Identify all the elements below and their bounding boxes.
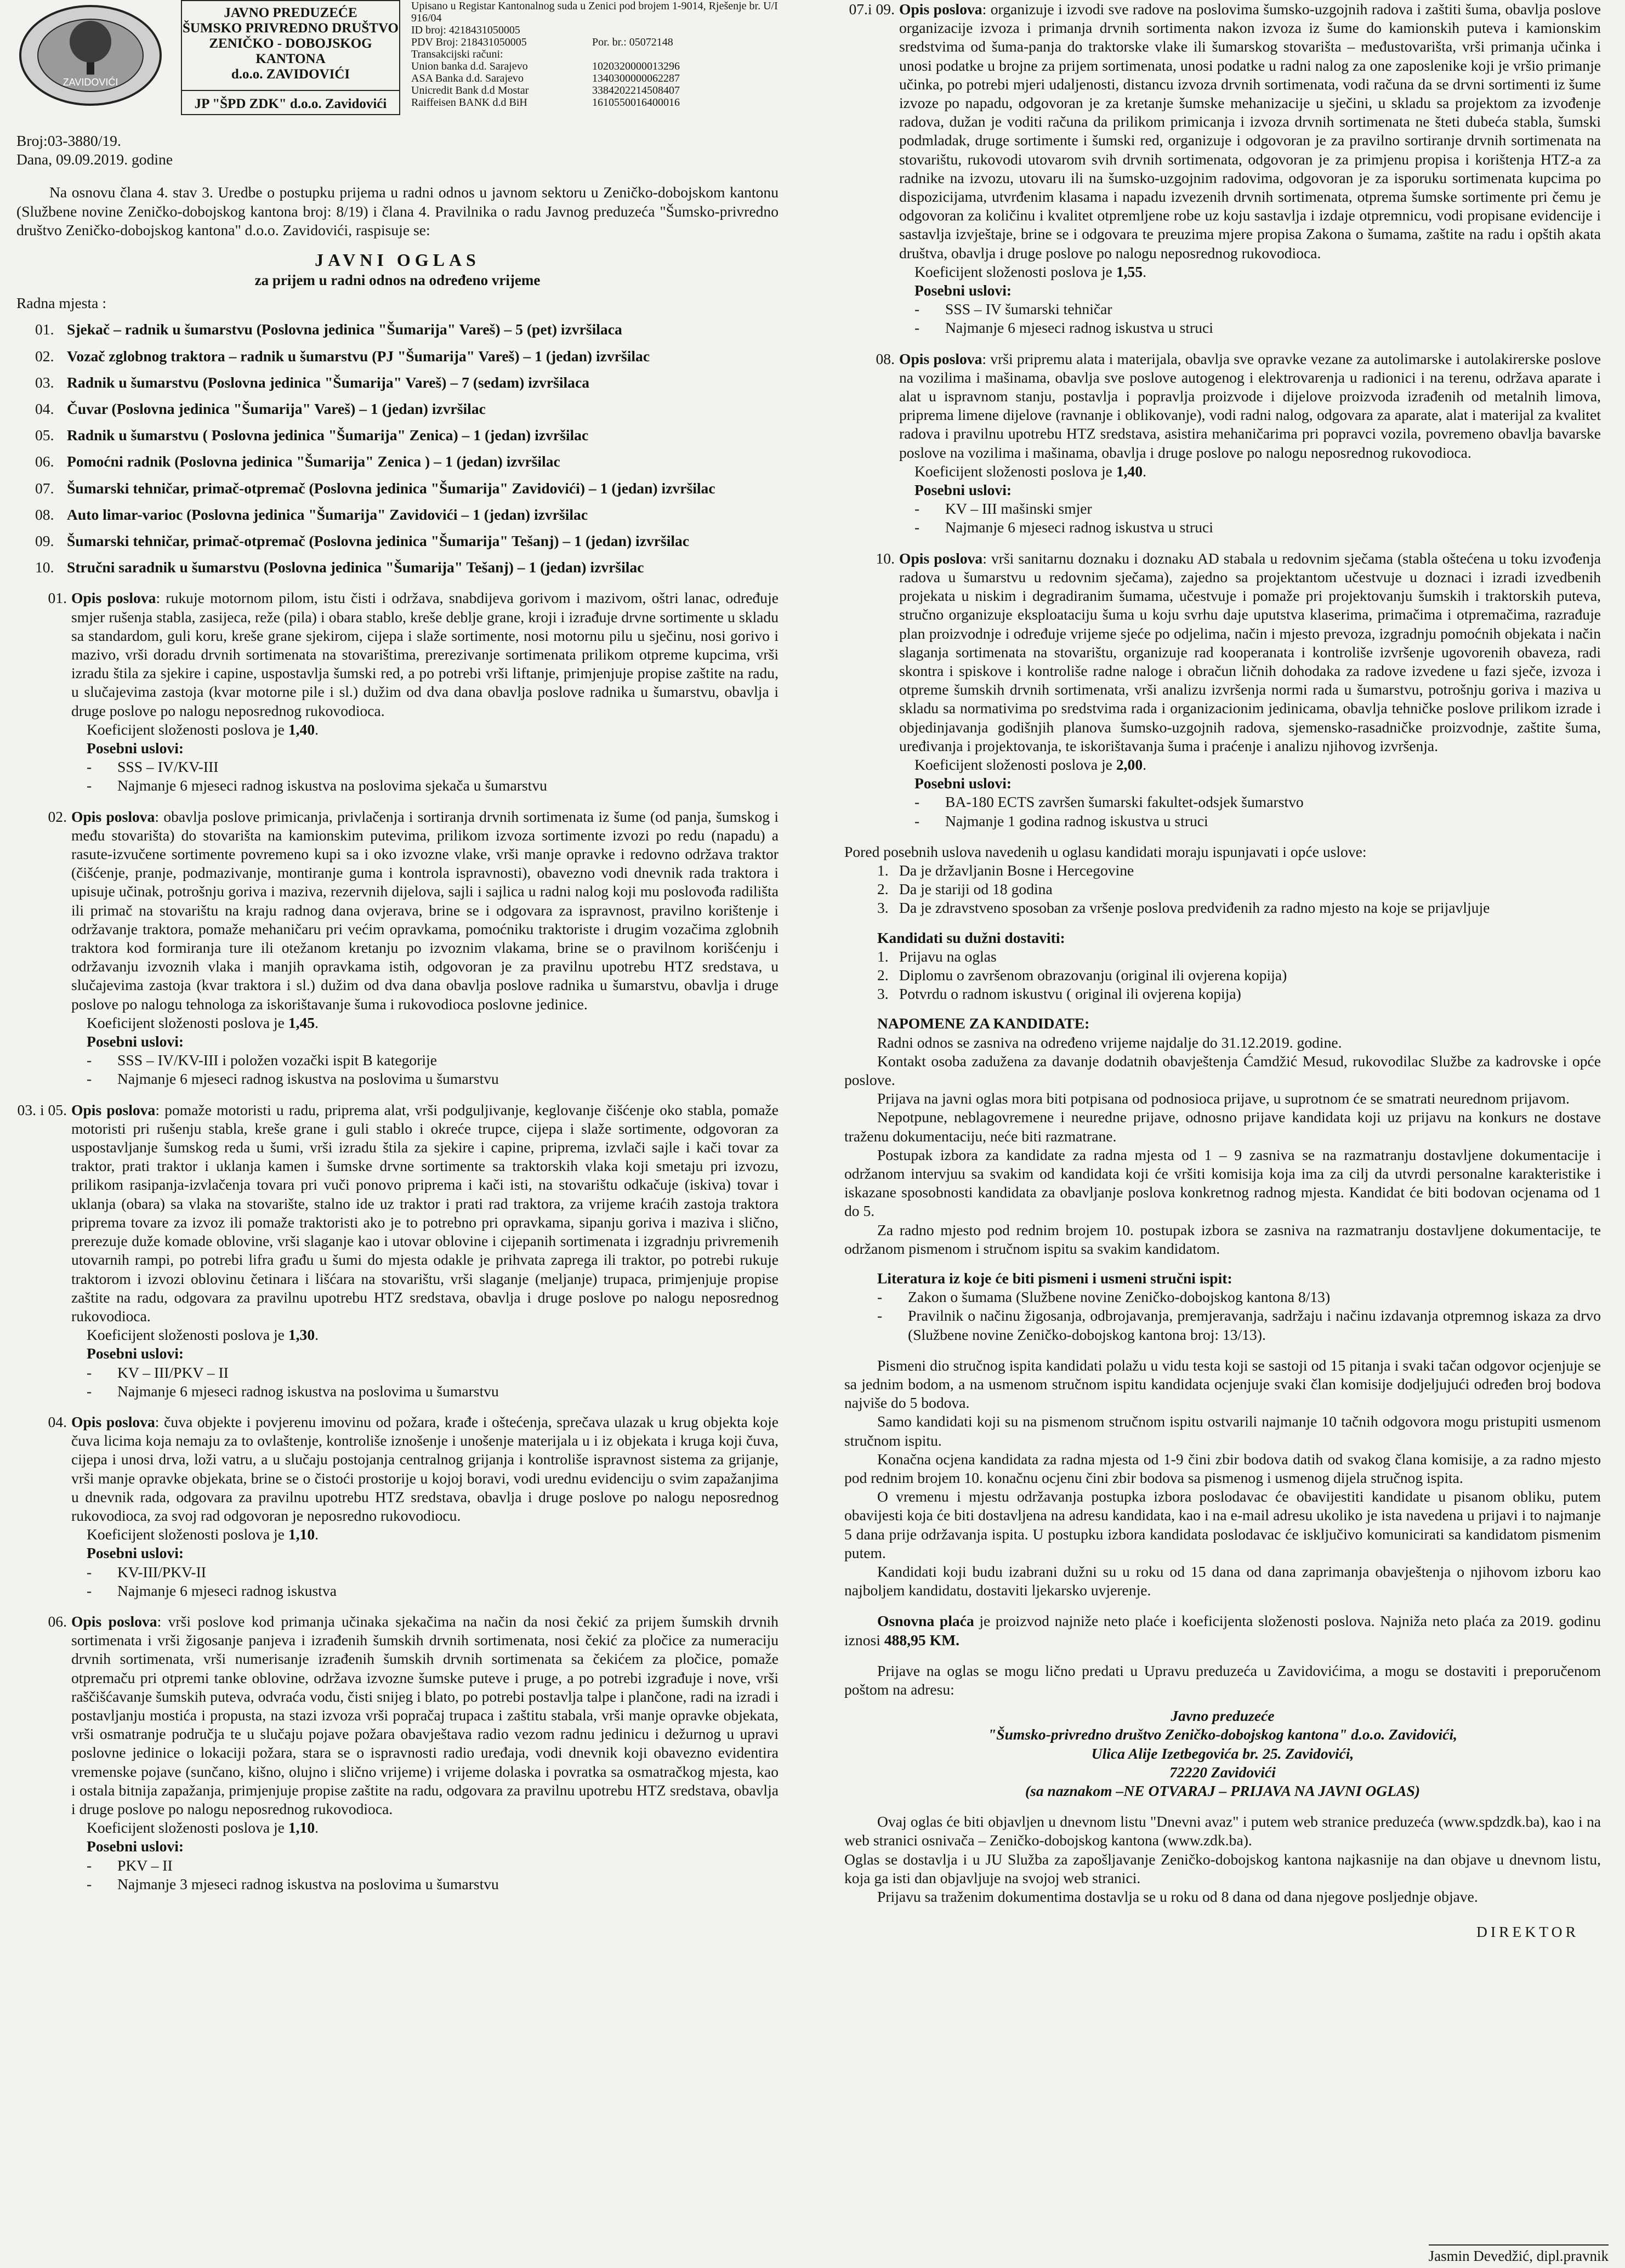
coefficient-label: Koeficijent složenosti poslova je: [87, 1326, 285, 1344]
coefficient-value: 1,40: [1116, 462, 1143, 480]
list-item: [877, 966, 1601, 985]
company-name-box: [181, 0, 400, 115]
job-body: [71, 808, 779, 1089]
bullet-dash: -: [914, 500, 920, 518]
coefficient-label: Koeficijent složenosti poslova je: [87, 1014, 285, 1031]
condition-text: Najmanje 6 mjeseci radnog iskustva na poslovima u šumarstvu: [117, 1070, 499, 1088]
coefficient-label: Koeficijent složenosti poslova je: [914, 755, 1112, 773]
condition-item: [899, 319, 1601, 337]
condition-text: PKV – II: [117, 1856, 173, 1874]
note-paragraph: Za radno mjesto pod rednim brojem 10. postupak izbora se zasniva na razmatranju dostavljene dokumentacije, te održanom pismenom i stručnom ispitu sa svakim kandidatom.: [844, 1221, 1601, 1257]
position-item: [16, 320, 779, 339]
company-line-4: d.o.o. ZAVIDOVIĆI: [231, 67, 350, 82]
coefficient-value: 1,10: [288, 1526, 315, 1543]
list-item: [877, 861, 1601, 880]
literature-text: Zakon o šumama (Službene novine Zeničko-dobojskog kantona 8/13): [908, 1288, 1331, 1306]
note-paragraph: Radni odnos se zasniva na određeno vrijeme najdalje do 31.12.2019. godine.: [877, 1033, 1342, 1051]
complexity-coefficient: Koeficijent složenosti poslova je 1,45.: [87, 1014, 319, 1031]
publish-paragraph: Ovaj oglas će biti objavljen u dnevnom listu "Dnevni avaz" i putem web stranice preduzeća (www.spdzdk.ba), kao i na web stranici osnivača – Zeničko-dobojskog kantona (www.zdk.ba).: [844, 1813, 1601, 1849]
position-number: 03.: [35, 373, 54, 391]
bank-account: 3384202214508407: [592, 84, 680, 96]
bank-name: Unicredit Bank d.d Mostar: [411, 84, 529, 96]
bullet-dash: -: [914, 812, 920, 829]
position-item: [16, 558, 779, 577]
list-text: Diplomu o završenom obrazovanju (original ili ovjerena kopija): [899, 966, 1287, 984]
position-title: Stručni saradnik u šumarstvu (Poslovna jedinica "Šumarija" Tešanj) – 1 (jedan) izvršilac: [67, 559, 644, 576]
position-item: [16, 426, 779, 445]
position-number: 08.: [35, 505, 54, 523]
condition-text: Najmanje 6 mjeseci radnog iskustva u struci: [945, 519, 1213, 536]
salary-amount: 488,95 KM.: [884, 1631, 960, 1649]
company-short-name: JP "ŠPD ZDK" d.o.o. Zavidovići: [182, 90, 399, 112]
condition-item: [71, 1363, 779, 1382]
condition-text: KV-III/PKV-II: [117, 1563, 206, 1581]
job-duties: Opis poslova: rukuje motornom pilom, istu čisti i održava, snabdijeva gorivom i mazivom, oštri lanac, određuje smjer rušenja stabla, zasijeca, reže (pila) i obara stablo, kreše deblje grane, kroji i izrađuje drvne sortimente u skladu sa standardom, guli koru, kreše grane sjekirom, cijepa i slaže sortimente, nosi motornu pilu u sječinu, nosi gorivo i mazivo, vrši doradu drvnih sortimenata na stovarištima, prerezivanje sortimenata prilikom otpreme kupcima, vrši izradu štila za sjekire i capine, uspostavlja šumski red, a po potrebi vrši liftanje, primjenjuje propise zaštite na radu, u slučajevima zastoja (kvar motorne pile i sl.) dužim od dva dana obavlja poslove radnika u šumarstvu, obavlja i druge poslove po nalogu neposrednog rukovodioca.: [71, 589, 779, 719]
position-item: [16, 400, 779, 418]
position-number: 01.: [35, 321, 54, 338]
job-number: 10.: [876, 549, 895, 567]
bullet-dash: -: [914, 793, 920, 811]
signature-title: DIREKTOR: [1476, 1923, 1579, 1941]
notes-title: NAPOMENE ZA KANDIDATE:: [877, 1015, 1090, 1032]
job-number: 08.: [876, 350, 895, 367]
job-body: [71, 1101, 779, 1401]
condition-item: [71, 758, 779, 776]
note-paragraph: Postupak izbora za kandidate za radna mjesta od 1 – 9 zasniva se na razmatranju dostavljene dokumentacije i održanom intervjuu sa svakim od kandidata koji će vršiti komisija koja ima za cilj da utvrdi personalne karakteristike i iskazane sposobnosti kandidata za obavljanje poslova konkretnog radnog mjesta. Kandidat će biti bodovan ocjenama od 1 do 5.: [844, 1146, 1601, 1220]
accounts-label: Transakcijski računi:: [411, 48, 503, 60]
por-row: [592, 36, 779, 48]
job-body: [71, 1612, 779, 1894]
bank-name: ASA Banka d.d. Sarajevo: [411, 72, 524, 84]
submission-paragraph: Prijave na oglas se mogu lično predati u Upravu preduzeća u Zavidovićima, a mogu se dostaviti i preporučenom poštom na adresu:: [844, 1662, 1601, 1698]
coefficient-label: Koeficijent složenosti poslova je: [87, 1819, 285, 1837]
special-conditions-title: Posebni uslovi:: [914, 775, 1012, 792]
complexity-coefficient: Koeficijent složenosti poslova je 1,40.: [87, 720, 319, 738]
list-item: [877, 880, 1601, 899]
accounts-grid: [411, 60, 779, 109]
position-title: Šumarski tehničar, primač-otpremač (Poslovna jedinica "Šumarija" Zavidovići) – 1 (jedan) izvršilac: [67, 479, 715, 497]
bank-name: Raiffeisen BANK d.d BiH: [411, 96, 527, 109]
coefficient-value: 1,55: [1116, 263, 1143, 280]
bullet-dash: -: [87, 1070, 92, 1088]
positions-list: [16, 320, 779, 577]
condition-text: Najmanje 3 mjeseci radnog iskustva na poslovima u šumarstvu: [117, 1875, 499, 1892]
special-conditions-title: Posebni uslovi:: [87, 740, 184, 757]
documents-list: [844, 947, 1601, 1004]
duties-text: vrši sanitarnu doznaku i doznaku AD stabala u redovnim sječama (stabla oštećena u toku izvođenja radova u šumarstvu u redovnim sječama), zajedno sa projektantom učestvuje u doznaci i izradi izvedbenih projekata u niskim i degradiranim šumama, učestvuje i pomaže pri projektovanju šumskih i traktorskih puteva, stručno organizuje eksploataciju šuma u koju svrhu daje uputstva klaserima, primačima i otpremačima, razrađuje plan proizvodnje i određuje vrijeme sjeće po odjelima, način i mjesto prevoza, izgradnju pomoćnih objekata i način slaganja sortimenata na stovarištu, organizuje rad kooperanata i kontroliše izvršenje ugovorenih obaveza, radi skontra i spiskove i kontroliše radne naloge i obračun ličnih dohodaka za radove izvedene u fazi sječe, izvoza i otpreme šumskih drvnih sortimenata, vrši analizu izvršenja normi rada u šumarstvu, potrošnju goriva i maziva u skladu sa normativima po sredstvima rada i organizacionim jedinicama, obavlja tehničke poslove prilikom izrade i objedinjavanja godišnjih planova šumsko-uzgojnih radova, sjemensko-rasadničke proizvodnje, zaštite šuma, uređivanja i projektovanja, te iskorištavanja šuma i praćenje i analizu njihovog izvršenja.: [899, 549, 1601, 754]
job-description: [16, 1413, 779, 1600]
list-number: 2.: [877, 880, 889, 898]
exam-paragraph: Pismeni dio stručnog ispita kandidati polažu u vidu testa koji se sastoji od 15 pitanja i svaki tačan odgovor ocjenjuje se sa jednim bodom, a na usmenom stručnom ispitu kandidata ocjenjuje svaki član komisije dodjeljujući određen broj bodova najviše do 5 bodova.: [844, 1356, 1601, 1412]
intro-paragraph: Na osnovu člana 4. stav 3. Uredbe o postupku prijema u radni odnos u javnom sektoru u Zeničko-dobojskom kantonu (Službene novine Zeničko-dobojskog kantona broj: 8/19) i člana 4. Pravilnika o radu Javnog preduzeća "Šumsko-privredno društvo Zeničko-dobojskog kantona" d.o.o. Zavidovići, raspisuje se:: [16, 184, 779, 238]
condition-item: [71, 1875, 779, 1894]
salary-label: Osnovna plaća: [877, 1612, 974, 1630]
position-item: [16, 373, 779, 392]
por-label: Por. br.:: [592, 36, 627, 48]
document-meta: [16, 132, 779, 169]
job-number: 03. i 05.: [17, 1101, 67, 1118]
position-number: 04.: [35, 400, 54, 417]
list-text: Potvrdu o radnom iskustvu ( original ili ovjerena kopija): [899, 985, 1241, 1003]
special-conditions-title: Posebni uslovi:: [87, 1544, 184, 1562]
condition-text: SSS – IV/KV-III: [117, 758, 219, 776]
right-column: [844, 0, 1601, 1942]
condition-item: [899, 812, 1601, 831]
bullet-dash: -: [914, 300, 920, 318]
job-body: [899, 549, 1601, 831]
duties-text: čuva objekte i povjerenu imovinu od požara, krađe i oštećenja, sprečava ulazak u krug objekta koje čuva licima koja nemaju za to ovlaštenje, kontroliše iznošenje i unošenje materijala u i iz objekata i kruga koji čuva, cijepa i unosi drva, loži vatru, a u slučaju postojanja centralnog grijanja i kontroliše ispravnost sistema za grijanje, vrši manje opravke objekata, brine se o čistoći prostorije u kojoj boravi, vodi urednu evidenciju o svim zapažanjima u dnevnik rada, odgovara za pravilnu upotrebu HTZ sredstava, obavlja i druge poslove po nalogu neposrednog rukovodioca, za svoj rad odgovoran je neposredno rukovodiocu.: [71, 1413, 779, 1524]
document-number: Broj:03-3880/19.: [16, 132, 121, 149]
condition-item: [899, 518, 1601, 537]
special-conditions-title: Posebni uslovi:: [87, 1033, 184, 1050]
list-text: Da je zdravstveno sposoban za vršenje poslova predviđenih za radno mjesto na koje se prijavljuje: [899, 899, 1490, 917]
position-item: [16, 347, 779, 366]
literature-title: Literatura iz koje će biti pismeni i usmeni stručni ispit:: [877, 1270, 1232, 1287]
position-number: 02.: [35, 347, 54, 365]
coefficient-label: Koeficijent složenosti poslova je: [87, 1526, 285, 1543]
duties-label: Opis poslova: [71, 808, 155, 825]
company-line-3: ZENIČKO - DOBOJSKOG KANTONA: [209, 36, 372, 66]
position-title: Šumarski tehničar, primač-otpremač (Poslovna jedinica "Šumarija" Tešanj) – 1 (jedan) izvršilac: [67, 532, 690, 549]
registry-text: Upisano u Registar Kantonalnog suda u Zenici pod brojem 1-9014, Rješenje br. U/I 916/04: [411, 0, 778, 24]
position-title: Vozač zglobnog traktora – radnik u šumarstvu (PJ "Šumarija" Vareš) – 1 (jedan) izvršilac: [67, 347, 650, 365]
note-paragraph: Kontakt osoba zadužena za davanje dodatnih obavještenja Ćamdžić Mesud, rukovodilac Službe za kadrovske i opće poslove.: [844, 1052, 1601, 1088]
job-duties: Opis poslova: vrši pripremu alata i materijala, obavlja sve opravke vezane za autolimarske i autolakirerske poslove na vozilima i mašinama, obavlja sve poslove autogenog i elektrovarenja u radionici i na terenu, održava aparate i alat u ispravnom stanju, postavlja i popravlja proizvode i dijelove proizvoda izrađenih od metalnih limova, priprema limene dijelove (ravnanje i oblikovanje), vodi radni nalog, odgovara za aparate, alat i materijal za kvalitet radova i pravilnu upotrebu HTZ sredstava, asistira mehaničarima pri popravci vozila, povremeno obavlja bavarske poslove na vozilima i mašinama, obavlja i druge poslove po nalogu neposrednog rukovodioca.: [899, 350, 1601, 461]
exam-paragraph: Samo kandidati koji su na pismenom stručnom ispitu ostvarili najmanje 10 tačnih odgovora mogu pristupiti usmenom stručnom ispitu.: [844, 1413, 1601, 1449]
address-line: Javno preduzeće: [1171, 1707, 1275, 1725]
duties-label: Opis poslova: [71, 1612, 157, 1630]
condition-item: [71, 1051, 779, 1070]
duties-text: organizuje i izvodi sve radove na poslovima šumsko-uzgojnih radova i zaštiti šuma, obavlja poslove organizacije izvoza i primanja drvnih sortimenta nakon izvoza iz šume do kamionskih puteva i kamionskim sredstvima od šuma-panja do traktorske vlake ili šumarskog stovarišta – međustovarišta, vrši primanja učinka i unosi podatke u brojne za prijem sortimenata, unosi podatke u radni nalog za one zaposlenike koji je vršio primanje učinka, po potrebi mjeri udaljenosti, distancu izvoza drvnih sortimenata, vodi računa da se drvni sortimenti iz šume izvoze po napadu, odgovoran je za kretanje šumske mehanizacije u sječini, u skladu sa projektom za izvođenje radova, dužan je voditi računa da prilikom primicanja i izvoza drvnih sortimenata ne šteti dubeća stabla, šumski podmladak, druge sortimente i šumski red, organizuje i odgovoran je za pravilno sortiranje drvnih sortimenata na stovarištu, rukovodi utovarom svih drvnih sortimenata, odgovoran je za primjenu propisa i korištenja HTZ-a za radnike na izvozu, utovaru ili na šumsko-uzgojnim radovima, odgovoran je za isporuku sortimenata kupcima po dispozicijama, utvrđenim klasama i napadu izvezenih drvnih sortimenata, otprema šumske sortimente pri čemu je odgovoran za količinu i kvalitet otpremljene robe uz koju sastavlja i izdaje otpremnicu, vodi propisane evidencije i sastavlja izvještaje, brine se i odgovara te preuzima mjere propisa Zakona o šumama, zaštite na radu i opštih akata društva, obavlja i druge poslove po nalogu neposrednog rukovodioca.: [899, 1, 1601, 262]
duties-label: Opis poslova: [71, 1101, 156, 1118]
complexity-coefficient: Koeficijent složenosti poslova je 1,30.: [87, 1326, 319, 1344]
complexity-coefficient: Koeficijent složenosti poslova je 1,55.: [914, 263, 1147, 280]
bullet-dash: -: [87, 1856, 92, 1874]
duties-text: vrši pripremu alata i materijala, obavlja sve opravke vezane za autolimarske i autolakirerske poslove na vozilima i mašinama, obavlja sve poslove autogenog i elektrovarenja u radionici i na terenu, održava aparate i alat u ispravnom stanju, postavlja i popravlja proizvode i dijelove proizvoda izrađenih od metalnih limova, priprema limene dijelove (ravnanje i oblikovanje), vodi radni nalog, odgovara za aparate, alat i materijal za kvalitet radova i pravilnu upotrebu HTZ sredstava, asistira mehaničarima pri popravci vozila, povremeno obavlja bavarske poslove na vozilima i mašinama, obavlja i druge poslove po nalogu neposrednog rukovodioca.: [899, 350, 1601, 461]
list-number: 1.: [877, 861, 889, 879]
condition-text: SSS – IV šumarski tehničar: [945, 300, 1112, 318]
condition-text: SSS – IV/KV-III i položen vozački ispit B kategorije: [117, 1051, 437, 1069]
condition-text: Najmanje 1 godina radnog iskustva u struci: [945, 812, 1208, 829]
position-item: [16, 452, 779, 471]
duties-text: rukuje motornom pilom, istu čisti i održava, snabdijeva gorivom i mazivom, oštri lanac, određuje smjer rušenja stabla, zasijeca, reže (pila) i obara stablo, kreše deblje grane, kroji i izrađuje drvne sortimente u skladu sa standardom, guli koru, kreše grane sjekirom, cijepa i slaže sortimente, nosi motornu pilu u sječinu, nosi gorivo i mazivo, vrši doradu drvnih sortimenata na stovarištima, prerezivanje sortimenata prilikom otpreme kupcima, vrši izradu štila za sjekire i capine, uspostavlja šumski red, a po potrebi vrši liftanje, primjenjuje propise zaštite na radu, u slučajevima zastoja (kvar motorne pile i sl.) dužim od dva dana obavlja poslove radnika u šumarstvu, obavlja i druge poslove po nalogu neposrednog rukovodioca.: [71, 589, 779, 719]
exam-paragraph: Konačna ocjena kandidata za radna mjesta od 1-9 čini zbir bodova datih od svakog člana komisije, a za radno mjesto pod rednim brojem 10. konačnu ocjenu čini zbir bodova sa pismenog i usmenog dijela stručnog ispita.: [844, 1450, 1601, 1487]
job-description: [16, 1101, 779, 1401]
bank-account: 1020320000013296: [592, 60, 680, 72]
job-duties: Opis poslova: obavlja poslove primicanja, privlačenja i sortiranja drvnih sortimenata iz šume (od panja, šumskog i među stovarišta) do stovarišta na kamionskim putevima, prilikom izvoza sortimente izvozi po redu (napadu) a rasute-izvučene sortimente povremeno kupi sa i oko izvozne vlake, vrši manje opravke i redovno održava traktor (čišćenje, pranje, podmazivanje, montiranje guma i kontrola ispravnosti), obavezno vodi dnevnik rada traktora i upisuje učinak, potrošnju goriva i maziva, rezervnih dijelova, sajli i sajlica u radni nalog koji mu poslovođa radilišta ili primač na stovarištu na kraju radnog dana ovjerava, brine se i odgovara za ispravnost, pravilno korištenje i održavanje traktora, pomaže mehaničaru pri većim opravkama, pomoćniku traktoriste i drugim vozačima zglobnih traktora kod formiranja ture ili otežanom kretanju po izvoznim vlakama, brine se o pravilnom korišćenju i održavanju izvoznih vlaka i manjih opravkama istih, odgovoran je za pravilnu upotrebu HTZ sredstava, u slučajevima zastoja (kvar traktora i sl.) dužim od dva dana obavlja poslove radnika u šumarstvu, obavlja i druge poslove po nalogu tehnologa za iskorištavanje šuma i rukovodioca poslovne jedinice.: [71, 808, 779, 1013]
coefficient-value: 1,45: [288, 1014, 315, 1031]
duties-label: Opis poslova: [899, 549, 983, 567]
list-number: 3.: [877, 985, 889, 1003]
list-number: 1.: [877, 947, 889, 965]
coefficient-label: Koeficijent složenosti poslova je: [914, 263, 1112, 280]
coefficient-value: 2,00: [1116, 755, 1143, 773]
job-number: 04.: [48, 1413, 67, 1430]
address-line: 72220 Zavidovići: [1169, 1763, 1276, 1781]
position-number: 09.: [35, 532, 54, 549]
complexity-coefficient: Koeficijent složenosti poslova je 1,10.: [87, 1526, 319, 1543]
condition-item: [71, 1382, 779, 1401]
id-grid: [411, 24, 779, 48]
job-duties: Opis poslova: vrši poslove kod primanja učinaka sjekačima na način da nosi čekić za prijem šumskih drvnih sortimenata i vrši žigosanje panjeva i izrađenih šumskih drvnih sortimenata, nosi čekić za pločice za numeraciju drvnih sortimenata, vrši numerisanje izrađenih šumskih drvnih sortimenata sa čekićem za pločice, pomaže otpremaču pri otpremi tanke oblovine, održava izvozne šumske puteve i pruge, a po potrebi izgrađuje i nove, vrši raščišćavanje šumskih puteva, odvraća vodu, čisti snijeg i blato, po potrebi postavlja talpe i plančone, radi na izradi i postavljanju mostića i propusta, na stazi izvoza vrši popračaj trupaca i zaštitu stabala, vrši manje opravke objekata, vrši osmatranje područja te u slučaju pojave požara obavještava radio vezom radnu jedinicu i dežurnog u upravi poslovne jedinice o lokaciji požara, stara se o ispravnosti radio uređaja, vodi dnevnik koji obavezno evidentira vremenske pojave (sunčano, kišno, olujno i slično vrijeme) i vrijeme dolaska i povratka sa osmatračkog mjesta, kao i ostala bitnija zapažanja, primjenjuje propise zaštite na radu, odgovara za pravilnu upotrebu HTZ sredstava, obavlja i druge poslove po nalogu neposrednog rukovodioca.: [71, 1612, 779, 1817]
exam-paragraph: O vremenu i mjestu održavanja postupka izbora poslodavac će obavijestiti kandidate u pisanom obliku, putem obavijesti koja će biti dostavljena na adresu kandidata, kao i na e-mail adresu ukoliko je ista navedena u prijavi i to najmanje 5 dana prije održavanja ispita. U postupku izbora kandidata poslodavac će isključivo komunicirati sa kandidatom pismenim putem.: [844, 1488, 1601, 1561]
position-number: 06.: [35, 453, 54, 470]
job-number: 06.: [48, 1612, 67, 1630]
position-number: 10.: [35, 559, 54, 576]
condition-text: Najmanje 6 mjeseci radnog iskustva na poslovima sjekača u šumarstvu: [117, 777, 547, 794]
id-row: [411, 24, 592, 36]
bank-account: 1610550016400016: [592, 96, 680, 109]
svg-text:ZAVIDOVIĆI: ZAVIDOVIĆI: [63, 77, 118, 88]
bank-name: Union banka d.d. Sarajevo: [411, 60, 528, 72]
bank-account: 1340300000062287: [592, 72, 680, 84]
position-title: Sjekač – radnik u šumarstvu (Poslovna jedinica "Šumarija" Vareš) – 5 (pet) izvršilaca: [67, 321, 622, 338]
special-conditions-title: Posebni uslovi:: [914, 481, 1012, 499]
special-conditions-title: Posebni uslovi:: [87, 1345, 184, 1362]
condition-item: [71, 1856, 779, 1875]
duties-text: pomaže motoristi u radu, priprema alat, vrši podguljivanje, keglovanje čišćenje oko stabla, pomaže motoristi pri rušenju stabla, kreše grane i guli stablo i okreće trupce, cijepa i slaže sortimente, odgovoran za uspostavljanje šumskog reda u šumi, vrši izradu štila za sjekire i capine, priprema, izvlači sajle i kači tovar za traktor, prati traktor i uklanja kamen i šumske drvne sortimente sa traktorskih vlaka koji smetaju pri izvozu, prilikom rasipanja-izvlačenja tovara pri vuči ponovo priprema i kači isti, na stovarištu odkačuje (iskiva) tovar i uklanja (obara) sa vlaka na stovarište, stalno ide uz traktor i prati rad traktora, za vrijeme kraćih zastoja traktora priprema tovare za izvoz ili pomaže traktoristi ako je to potrebno pri opravkama, sipanju goriva i maziva i slično, prerezuje duže komade oblovine, vrši slaganje kao i utovar oblovine i cijepanih sortimenata i izgradnju privremenih utovarnih rampi, po potrebi lifra građu u šumi do mjesta odakle je prihvata zaprega ili traktor, po potrebi rukuje traktorom i izvozi oblovinu četinara i lišćara na stovarištu, vrši slaganje (meljanje) trupaca, primjenjuje propise zaštite na radu, odgovara za pravilnu upotrebu HTZ sredstava, obavlja i druge poslove po nalogu neposrednog rukovodioca.: [71, 1101, 779, 1325]
complexity-coefficient: Koeficijent složenosti poslova je 2,00.: [914, 755, 1147, 773]
title-block: [16, 249, 779, 289]
salary-paragraph: [844, 1612, 1601, 1649]
job-descriptions-left: [16, 589, 779, 1894]
publish-paragraph: Oglas se dostavlja i u JU Služba za zapošljavanje Zeničko-dobojskog kantona najkasnije na dan objave u dnevnom listu, koja ga isti dan objavljuje na svojoj web stranici.: [844, 1850, 1601, 1886]
letterhead: [16, 0, 779, 126]
pdv-row: [411, 36, 592, 48]
position-item: [16, 505, 779, 524]
positions-label: Radna mjesta :: [16, 294, 106, 312]
coefficient-label: Koeficijent složenosti poslova je: [87, 720, 285, 738]
position-title: Auto limar-varioc (Poslovna jedinica "Šumarija" Zavidovići – 1 (jedan) izvršilac: [67, 505, 588, 523]
bullet-dash: -: [87, 1582, 92, 1599]
company-seal-logo: [16, 3, 164, 107]
list-item: [877, 947, 1601, 966]
por-value: 05072148: [629, 36, 673, 48]
condition-text: Najmanje 6 mjeseci radnog iskustva u struci: [945, 319, 1213, 337]
condition-item: [71, 1563, 779, 1582]
position-item: [16, 479, 779, 498]
position-title: Čuvar (Poslovna jedinica "Šumarija" Vareš) – 1 (jedan) izvršilac: [67, 400, 486, 417]
job-description: [844, 549, 1601, 831]
address-line: Ulica Alije Izetbegovića br. 25. Zavidovići,: [1091, 1744, 1354, 1762]
job-body: [71, 1413, 779, 1600]
job-descriptions-right: [844, 0, 1601, 831]
condition-text: BA-180 ECTS završen šumarski fakultet-odsjek šumarstvo: [945, 793, 1304, 811]
condition-text: Najmanje 6 mjeseci radnog iskustva na poslovima u šumarstvu: [117, 1382, 499, 1400]
position-title: Radnik u šumarstvu ( Poslovna jedinica "Šumarija" Zenica) – 1 (jedan) izvršilac: [67, 427, 589, 444]
condition-item: [71, 1070, 779, 1088]
general-conditions-intro: Pored posebnih uslova navedenih u oglasu kandidati moraju ispunjavati i opće uslove:: [844, 843, 1367, 860]
condition-text: KV – III mašinski smjer: [945, 500, 1092, 518]
document-title: JAVNI OGLAS: [315, 250, 480, 270]
job-number: 01.: [48, 589, 67, 607]
list-number: 3.: [877, 899, 889, 917]
bullet-dash: -: [914, 519, 920, 536]
document-subtitle: za prijem u radni odnos na određeno vrijeme: [254, 271, 541, 288]
bullet-dash: -: [87, 1382, 92, 1400]
coefficient-value: 1,40: [288, 720, 315, 738]
bullet-dash: -: [914, 319, 920, 337]
position-item: [16, 532, 779, 550]
duties-label: Opis poslova: [899, 1, 982, 18]
job-body: [899, 350, 1601, 537]
id-value: 4218431050005: [448, 24, 520, 36]
list-text: Prijavu na oglas: [899, 947, 997, 965]
registration-info: [411, 0, 779, 115]
condition-item: [899, 300, 1601, 319]
list-text: Da je državljanin Bosne i Hercegovine: [899, 861, 1134, 879]
condition-item: [71, 1582, 779, 1600]
job-description: [16, 589, 779, 795]
condition-text: KV – III/PKV – II: [117, 1363, 229, 1381]
special-conditions-title: Posebni uslovi:: [914, 282, 1012, 299]
bullet-dash: -: [87, 777, 92, 794]
address-line: "Šumsko-privredno društvo Zeničko-dobojskog kantona" d.o.o. Zavidovići,: [987, 1726, 1458, 1743]
bullet-dash: -: [87, 1563, 92, 1581]
coefficient-label: Koeficijent složenosti poslova je: [914, 462, 1112, 480]
job-body: [71, 589, 779, 795]
exam-paragraph: Kandidati koji budu izabrani dužni su u roku od 15 dana od dana zaprimanja obavještenja o njihovom izboru kao najboljem kandidatu, dostaviti ljekarsko uvjerenje.: [844, 1563, 1601, 1599]
list-item: [877, 899, 1601, 917]
complexity-coefficient: Koeficijent složenosti poslova je 1,10.: [87, 1819, 319, 1837]
special-conditions-title: Posebni uslovi:: [87, 1838, 184, 1855]
salary-text: je proizvod najniže neto plaće i koeficijenta složenosti poslova. Najniža neto plaća za 2019. godinu iznosi: [844, 1612, 1601, 1649]
job-description: [844, 0, 1601, 338]
position-title: Radnik u šumarstvu (Poslovna jedinica "Šumarija" Vareš) – 7 (sedam) izvršilaca: [67, 373, 590, 391]
list-item: [877, 985, 1601, 1003]
list-number: 2.: [877, 966, 889, 984]
job-duties: Opis poslova: čuva objekte i povjerenu imovinu od požara, krađe i oštećenja, sprečava ulazak u krug objekta koje čuva licima koja nemaju za to ovlaštenje, kontroliše iznošenje i unošenje materijala u i iz objekata i kruga koji čuva, cijepa i unosi drva, loži vatru, a u slučaju postojanja centralnog grijanja i kontroliše ispravnost sistema za grijanje, vrši manje opravke objekata, brine se o čistoći prostorije u kojoj boravi, vodi urednu evidenciju o svim zapažanjima u dnevnik rada, odgovara za pravilnu upotrebu HTZ sredstava, obavlja i druge poslove po nalogu neposrednog rukovodioca, za svoj rad odgovoran je neposredno rukovodiocu.: [71, 1413, 779, 1524]
condition-item: [899, 793, 1601, 811]
job-description: [16, 808, 779, 1089]
duties-label: Opis poslova: [899, 350, 982, 367]
literature-text: Pravilnik o načinu žigosanja, odbrojavanja, premjeravanja, sadržaju i načinu izdavanja otpremnog iskaza za drvo (Službene novine Zeničko-dobojskog kantona broj: 13/13).: [908, 1307, 1601, 1343]
job-number: 07.i 09.: [849, 1, 895, 18]
position-title: Pomoćni radnik (Poslovna jedinica "Šumarija" Zenica ) – 1 (jedan) izvršilac: [67, 453, 560, 470]
job-description: [844, 350, 1601, 537]
position-number: 05.: [35, 427, 54, 444]
list-text: Da je stariji od 18 godina: [899, 880, 1053, 898]
pdv-label: PDV Broj:: [411, 36, 458, 48]
literature-item: - Pravilnik o načinu žigosanja, odbrojavanja, premjeravanja, sadržaju i načinu izdavanja otpremnog iskaza za drvo (Službene novine Zeničko-dobojskog kantona broj: 13/13).: [844, 1306, 1601, 1344]
position-number: 07.: [35, 479, 54, 497]
job-number: 02.: [48, 808, 67, 825]
bullet-dash: -: [87, 1363, 92, 1381]
bullet-dash: -: [87, 1051, 92, 1069]
address-line: (sa naznakom –NE OTVARAJ – PRIJAVA NA JAVNI OGLAS): [1025, 1782, 1421, 1800]
condition-item: [71, 776, 779, 795]
complexity-coefficient: Koeficijent složenosti poslova je 1,40.: [914, 462, 1147, 480]
note-paragraph: Prijava na javni oglas mora biti potpisana od podnosioca prijave, u suprotnom će se smatrati neurednom prijavom.: [877, 1090, 1570, 1107]
note-paragraph: Nepotpune, neblagovremene i neuredne prijave, odnosno prijave kandidata koji uz prijavu na konkurs ne dostave traženu dokumentaciju, neće biti razmatrane.: [844, 1109, 1601, 1145]
left-column: [16, 0, 779, 1894]
publish-paragraph: Prijavu sa traženim dokumentima dostavlja se u roku od 8 dana od dana njegove posljednje objave.: [877, 1888, 1478, 1906]
bullet-dash: -: [87, 1875, 92, 1892]
condition-item: [899, 499, 1601, 518]
job-duties: Opis poslova: pomaže motoristi u radu, priprema alat, vrši podguljivanje, keglovanje čišćenje oko stabla, pomaže motoristi pri rušenju stabla, kreše grane i guli stablo i okreće trupce, cijepa i slaže sortimente, odgovoran za uspostavljanje šumskog reda u šumi, vrši izradu štila za sjekire i capine, priprema, izvlači sajle i kači tovar za traktor, prati traktor i uklanja kamen i šumske drvne sortimente sa traktorskih vlaka koji smetaju pri izvozu, prilikom rasipanja-izvlačenja tovara pri vuči ponovo priprema i kači isti, na stovarištu odkačuje (iskiva) tovar i uklanja (obara) sa vlaka na stovarište, stalno ide uz traktor i prati rad traktora, za vrijeme kraćih zastoja traktora priprema tovare za izvoz ili pomaže traktoristi ako je to potrebno pri opravkama, sipanju goriva i maziva i slično, prerezuje duže komade oblovine, vrši slaganje kao i utovar oblovine i cijepanih sortimenata i izgradnju privremenih utovarnih rampi, po potrebi lifra građu u šumi do mjesta odakle je prihvata zaprega ili traktor, po potrebi rukuje traktorom i izvozi oblovinu četinara i lišćara na stovarištu, vrši slaganje (meljanje) trupaca, primjenjuje propise zaštite na radu, odgovara za pravilnu upotrebu HTZ sredstava, obavlja i druge poslove po nalogu neposrednog rukovodioca.: [71, 1101, 779, 1325]
job-duties: Opis poslova: organizuje i izvodi sve radove na poslovima šumsko-uzgojnih radova i zaštiti šuma, obavlja poslove organizacije izvoza i primanja drvnih sortimenta nakon izvoza iz šume do kamionskih puteva i kamionskim sredstvima od šuma-panja do traktorske vlake ili šumarskog stovarišta – međustovarišta, vrši primanja učinka i unosi podatke u brojne za prijem sortimenata, unosi podatke u radni nalog za one zaposlenike koji je vršio primanje učinka, po potrebi mjeri udaljenosti, distancu izvoza drvnih sortimenata, vodi računa da se drvni sortimenti iz šume izvoze po napadu, odgovoran je za kretanje šumske mehanizacije u sječini, u skladu sa projektom za izvođenje radova, dužan je voditi računa da prilikom primicanja i izvoza drvnih sortimenata ne šteti dubeća stabla, šumski podmladak, druge sortimente i šumski red, organizuje i odgovoran je za pravilno sortiranje drvnih sortimenata na stovarištu, rukovodi utovarom svih drvnih sortimenata, odgovoran je za primjenu propisa i korištenja HTZ-a za radnike na izvozu, utovaru ili na šumsko-uzgojnim radovima, odgovoran je za isporuku sortimenata kupcima po dispozicijama, utvrđenim klasama i napadu izvezenih drvnih sortimenata, otprema šumske sortimente pri čemu je odgovoran za količinu i kvalitet otpremljene robe uz koju sastavlja i izdaje otpremnicu, vodi propisane evidencije i sastavlja izvještaje, brine se i odgovara te preuzima mjere propisa Zakona o šumama, zaštite na radu i opštih akata društva, obavlja i druge poslove po nalogu neposrednog rukovodioca.: [899, 1, 1601, 262]
document-date: Dana, 09.09.2019. godine: [16, 151, 173, 168]
signatory-name: Jasmin Devedžić, dipl.pravnik: [1429, 2244, 1609, 2265]
literature-item: - Zakon o šumama (Službene novine Zeničko-dobojskog kantona 8/13): [844, 1288, 1601, 1306]
company-line-1: JAVNO PREDUZEĆE: [224, 5, 357, 20]
job-description: [16, 1612, 779, 1894]
duties-text: vrši poslove kod primanja učinaka sjekačima na način da nosi čekić za prijem šumskih drvnih sortimenata i vrši žigosanje panjeva i izrađenih šumskih drvnih sortimenata, nosi čekić za pločice za numeraciju drvnih sortimenata, vrši numerisanje izrađenih šumskih drvnih sortimenata sa čekićem za pločice, pomaže otpremaču pri otpremi tanke oblovine, održava izvozne šumske puteve i pruge, a po potrebi izgrađuje i nove, vrši raščišćavanje šumskih puteva, odvraća vodu, čisti snijeg i blato, po potrebi postavlja talpe i plančone, radi na izradi i postavljanju mostića i propusta, na stazi izvoza vrši popračaj trupaca i zaštitu stabala, vrši manje opravke objekata, vrši osmatranje područja te u slučaju pojave požara obavještava radio vezom radnu jedinicu i dežurnog u upravi poslovne jedinice o lokaciji požara, stara se o ispravnosti radio uređaja, vodi dnevnik koji obavezno evidentira vremenske pojave (sunčano, kišno, olujno i slično vrijeme) i vrijeme dolaska i povratka sa osmatračkog mjesta, kao i ostala bitnija zapažanja, primjenjuje propise zaštite na radu, odgovara za pravilnu upotrebu HTZ sredstava, obavlja i druge poslove po nalogu neposrednog rukovodioca.: [71, 1612, 779, 1817]
address-block: [844, 1707, 1601, 1800]
duties-text: obavlja poslove primicanja, privlačenja i sortiranja drvnih sortimenata iz šume (od panja, šumskog i među stovarišta) do stovarišta na kamionskim putevima, prilikom izvoza sortimente izvozi po redu (napadu) a rasute-izvučene sortimente povremeno kupi sa i oko izvozne vlake, vrši manje opravke i redovno održava traktor (čišćenje, pranje, podmazivanje, montiranje guma i kontrola ispravnosti), obavezno vodi dnevnik rada traktora i upisuje učinak, potrošnju goriva i maziva, rezervnih dijelova, sajli i sajlica u radni nalog koji mu poslovođa radilišta ili primač na stovarištu na kraju radnog dana ovjerava, brine se i odgovara za ispravnost, pravilno korištenje i održavanje traktora, pomaže mehaničaru pri većim opravkama, pomoćniku traktoriste i drugim vozačima zglobnih traktora kod formiranja ture ili otežanom kretanju po izvoznim vlakama, brine se o pravilnom korišćenju i održavanju izvoznih vlaka i manjih opravkama istih, odgovoran je za pravilnu upotrebu HTZ sredstava, u slučajevima zastoja (kvar traktora i sl.) dužim od dva dana obavlja poslove radnika u šumarstvu, obavlja i druge poslove po nalogu tehnologa za iskorištavanje šuma i rukovodioca poslovne jedinice.: [71, 808, 779, 1013]
id-label: ID broj:: [411, 24, 446, 36]
condition-text: Najmanje 6 mjeseci radnog iskustva: [117, 1582, 337, 1599]
duties-label: Opis poslova: [71, 589, 156, 607]
coefficient-value: 1,10: [288, 1819, 315, 1837]
general-conditions-list: [844, 861, 1601, 918]
coefficient-value: 1,30: [288, 1326, 315, 1344]
job-duties: Opis poslova: vrši sanitarnu doznaku i doznaku AD stabala u redovnim sječama (stabla oštećena u toku izvođenja radova u šumarstvu u redovnim sječama), zajedno sa projektantom učestvuje u doznaci i izradi izvedbenih projekata u niskim i degradiranim šumama, učestvuje i pomaže pri projektovanju šumskih i traktorskih puteva, stručno organizuje eksploataciju šuma u koju svrhu daje uputstva klaserima, primačima i otpremačima, razrađuje plan proizvodnje i određuje vrijeme sjeće po odjelima, način i mjesto prevoza, izgradnju pomoćnih objekata i način slaganja sortimenata na stovarištu, organizuje rad kooperanata i kontroliše izvršenje ugovorenih obaveza, radi skontra i spiskove i kontroliše radne naloge i obračun ličnih dohodaka za radove izvedene u fazi sječe, izvoza i otpreme šumskih drvnih sortimenata, vrši analizu izvršenja normi rada u šumarstvu, potrošnju goriva i maziva u skladu sa normativima po sredstvima rada i organizacionim jedinicama, obavlja tehničke poslove prilikom izrade i objedinjavanja godišnjih planova šumsko-uzgojnih radova, sjemensko-rasadničke proizvodnje, zaštite šuma, uređivanja i projektovanja, te iskorištavanja šuma i praćenje i analizu njihovog izvršenja.: [899, 549, 1601, 754]
company-line-2: ŠUMSKO PRIVREDNO DRUŠTVO: [183, 21, 399, 36]
bullet-dash: -: [87, 758, 92, 776]
duties-label: Opis poslova: [71, 1413, 155, 1430]
job-body: [899, 0, 1601, 338]
documents-title: Kandidati su dužni dostaviti:: [877, 929, 1065, 946]
pdv-value: 218431050005: [461, 36, 527, 48]
